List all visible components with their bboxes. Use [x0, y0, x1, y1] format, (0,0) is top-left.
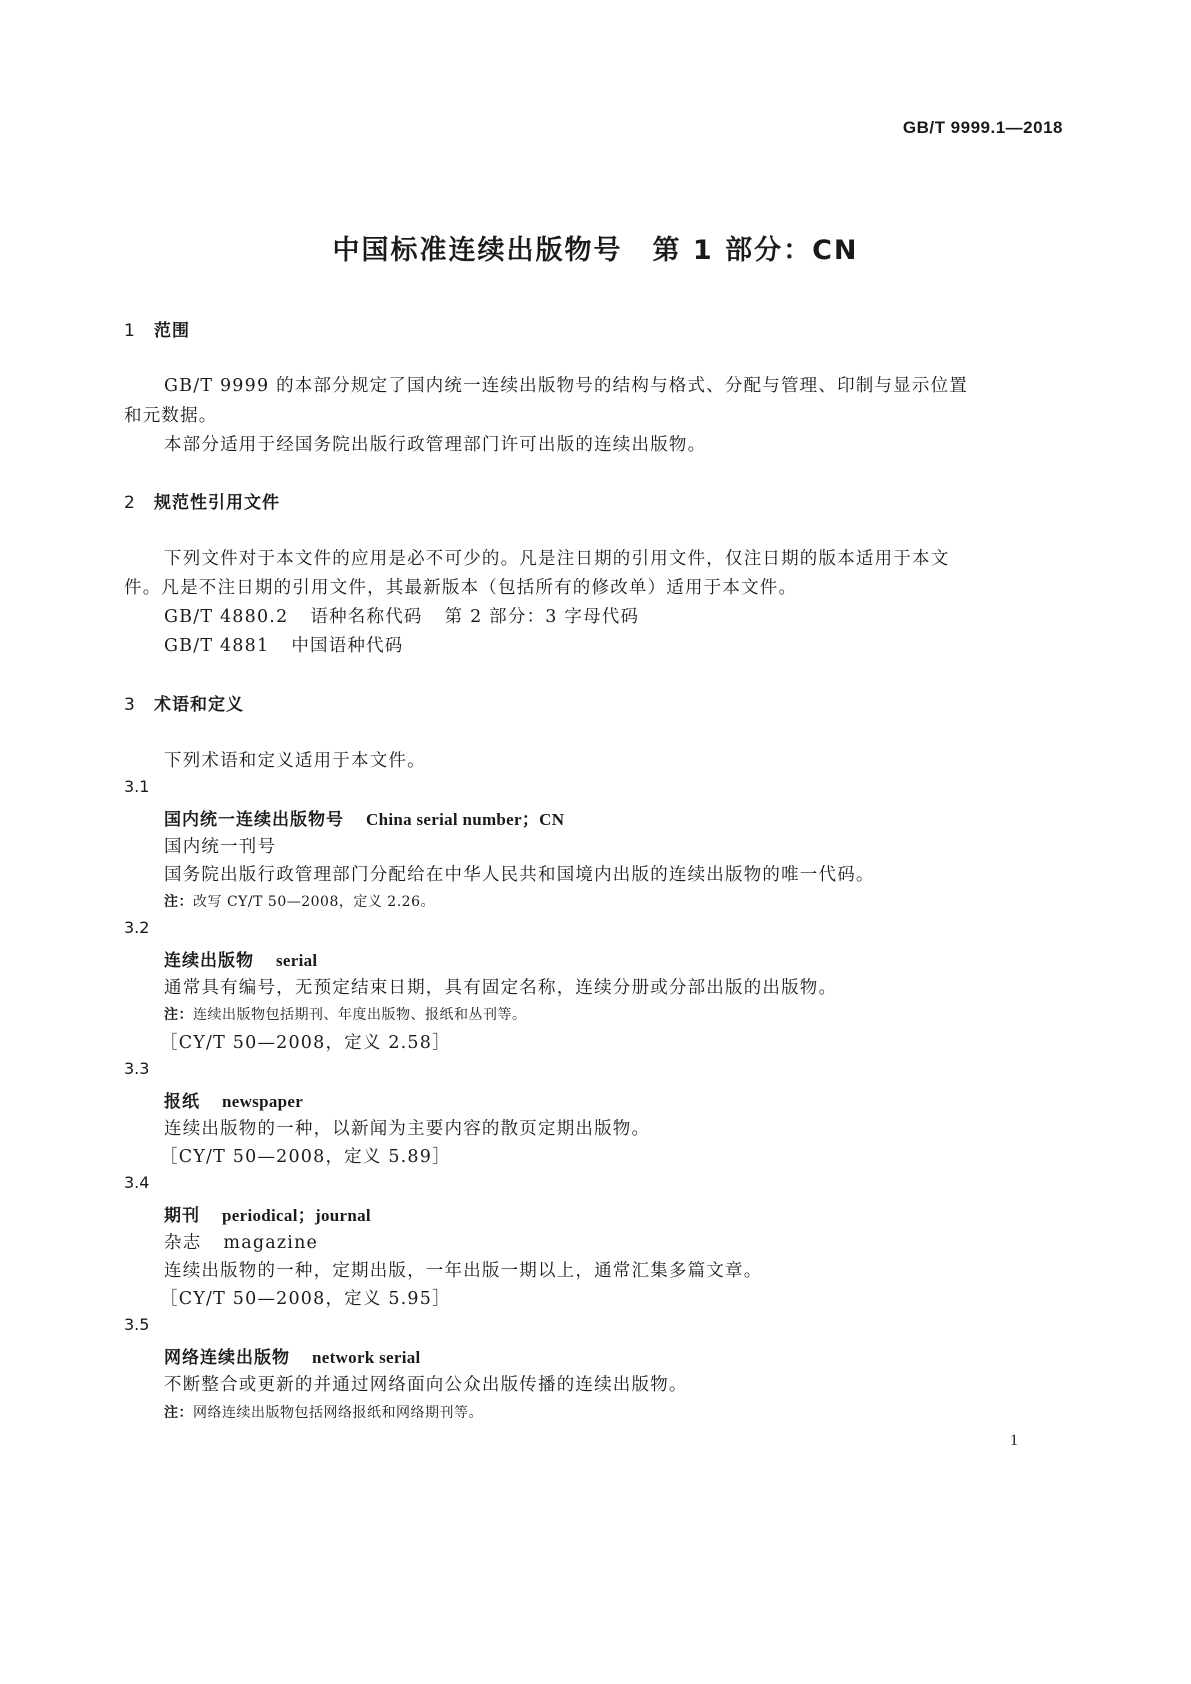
section-3-heading — [124, 690, 244, 715]
section-number: 2 — [124, 493, 136, 513]
note-text: 网络连续出版物包括网络报纸和网络期刊等。 — [193, 1405, 483, 1421]
term-source: ［CY/T 50—2008，定义 5.95］ — [160, 1289, 451, 1309]
paragraph: 本部分适用于经国务院出版行政管理部门许可出版的连续出版物。 — [164, 435, 707, 455]
term-number: 3.5 — [124, 1315, 150, 1334]
reference-item — [164, 603, 639, 628]
term-heading — [164, 946, 317, 971]
section-title: 范围 — [154, 321, 190, 341]
note-label: 注： — [164, 1007, 193, 1023]
term-source: ［CY/T 50—2008，定义 2.58］ — [160, 1033, 451, 1053]
term-note — [164, 891, 435, 911]
term-cn: 期刊 — [164, 1206, 200, 1226]
term-synonym — [164, 1229, 318, 1254]
term-source: ［CY/T 50—2008，定义 5.89］ — [160, 1147, 451, 1167]
term-number: 3.3 — [124, 1059, 150, 1078]
term-cn: 连续出版物 — [164, 951, 254, 971]
term-cn: 报纸 — [164, 1092, 200, 1112]
standard-code: GB/T 9999.1—2018 — [902, 118, 1063, 137]
reference-title: 语种名称代码 — [310, 607, 423, 627]
section-number: 3 — [124, 695, 136, 715]
term-heading — [164, 1343, 421, 1368]
reference-title: 中国语种代码 — [291, 636, 404, 656]
paragraph: 件。凡是不注日期的引用文件，其最新版本（包括所有的修改单）适用于本文件。 — [124, 578, 798, 598]
reference-code: GB/T 4881 — [164, 636, 270, 656]
reference-item — [164, 632, 404, 657]
term-cn: 网络连续出版物 — [164, 1348, 290, 1368]
term-definition: 不断整合或更新的并通过网络面向公众出版传播的连续出版物。 — [164, 1375, 688, 1395]
term-heading — [164, 1201, 371, 1226]
term-number: 3.2 — [124, 918, 150, 937]
reference-code: GB/T 4880.2 — [164, 607, 289, 627]
term-en: network serial — [312, 1348, 421, 1367]
term-heading — [164, 805, 564, 830]
term-definition: 通常具有编号，无预定结束日期，具有固定名称，连续分册或分部出版的出版物。 — [164, 978, 838, 998]
note-text: 改写 CY/T 50—2008，定义 2.26。 — [193, 894, 435, 910]
title-part: 第 1 部分：CN — [652, 235, 859, 266]
synonym-en: magazine — [223, 1233, 319, 1253]
section-number: 1 — [124, 321, 136, 341]
term-note — [164, 1004, 527, 1024]
term-en: China serial number；CN — [366, 810, 565, 829]
section-1-heading — [124, 316, 190, 341]
term-definition: 连续出版物的一种，定期出版，一年出版一期以上，通常汇集多篇文章。 — [164, 1261, 763, 1281]
reference-part: 第 2 部分：3 字母代码 — [444, 607, 640, 627]
section-title: 规范性引用文件 — [154, 493, 280, 513]
synonym-cn: 杂志 — [164, 1233, 202, 1253]
term-en: serial — [276, 951, 318, 970]
section-title: 术语和定义 — [154, 695, 244, 715]
note-text: 连续出版物包括期刊、年度出版物、报纸和丛刊等。 — [193, 1007, 527, 1023]
paragraph: 下列术语和定义适用于本文件。 — [164, 751, 426, 771]
paragraph: 和元数据。 — [124, 406, 218, 426]
paragraph: 下列文件对于本文件的应用是必不可少的。凡是注日期的引用文件，仅注日期的版本适用于本文 — [164, 549, 950, 569]
term-note — [164, 1402, 483, 1422]
section-2-heading — [124, 488, 280, 513]
title-main: 中国标准连续出版物号 — [332, 235, 623, 266]
term-definition: 连续出版物的一种，以新闻为主要内容的散页定期出版物。 — [164, 1119, 651, 1139]
page-number: 1 — [1010, 1432, 1018, 1449]
paragraph: GB/T 9999 的本部分规定了国内统一连续出版物号的结构与格式、分配与管理、印制与显示位置 — [164, 376, 968, 396]
term-en: periodical；journal — [222, 1206, 371, 1225]
term-synonym: 国内统一刊号 — [164, 837, 277, 857]
term-definition: 国务院出版行政管理部门分配给在中华人民共和国境内出版的连续出版物的唯一代码。 — [164, 865, 875, 885]
note-label: 注： — [164, 1405, 193, 1421]
term-number: 3.4 — [124, 1173, 150, 1192]
term-cn: 国内统一连续出版物号 — [164, 810, 344, 830]
term-en: newspaper — [222, 1092, 304, 1111]
term-heading — [164, 1087, 303, 1112]
document-title — [0, 228, 1191, 267]
note-label: 注： — [164, 894, 193, 910]
term-number: 3.1 — [124, 777, 150, 796]
